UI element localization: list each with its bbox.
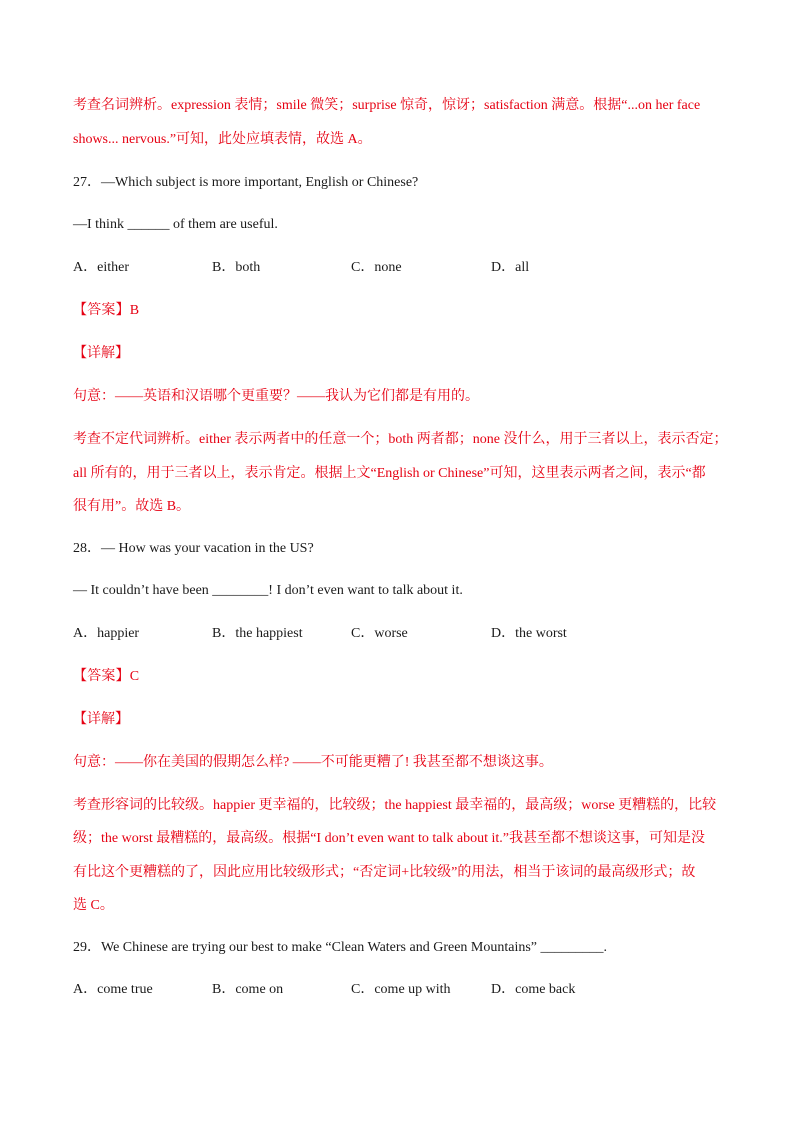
q28-explain-line-3: 有比这个更糟糕的了，因此应用比较级形式；“否定词+比较级”的用法，相当于该词的最高级形式；故 [73, 865, 696, 880]
q29-question: 29．We Chinese are trying our best to make “Clean Waters and Green Mountains” _________. [73, 940, 608, 955]
q27-explain-line-1: 考查不定代词辨析。either 表示两者中的任意一个；both 两者都；none 没什么，用于三者以上，表示否定； [73, 432, 728, 447]
q28-options [73, 624, 733, 644]
q28-option-c: C．worse [351, 626, 408, 641]
q28-option-b: B．the happiest [212, 626, 303, 641]
q27-option-c: C．none [351, 260, 402, 275]
q28-reply: — It couldn’t have been ________! I don’t even want to talk about it. [73, 583, 463, 598]
q27-meaning: 句意：——英语和汉语哪个更重要？——我认为它们都是有用的。 [73, 389, 479, 404]
q28-question: 28．— How was your vacation in the US? [73, 541, 314, 556]
q26-explain-line-2: shows... nervous.”可知，此处应填表情，故选 A。 [73, 132, 372, 147]
q27-explain-line-2: all 所有的，用于三者以上，表示肯定。根据上文“English or Chinese”可知，这里表示两者之间，表示“都 [73, 466, 706, 481]
q29-options [73, 980, 733, 1000]
q27-question: 27．—Which subject is more important, English or Chinese? [73, 175, 419, 190]
q29-option-b: B．come on [212, 982, 284, 997]
q29-option-d: D．come back [491, 982, 576, 997]
q27-option-d: D．all [491, 260, 530, 275]
q26-explain-line-1: 考查名词辨析。expression 表情；smile 微笑；surprise 惊奇，惊讶；satisfaction 满意。根据“...on her face [73, 98, 701, 113]
q28-explain-line-1: 考查形容词的比较级。happier 更幸福的，比较级；the happiest 最幸福的，最高级；worse 更糟糕的，比较 [73, 798, 717, 813]
q28-option-a: A．happier [73, 626, 140, 641]
q28-explain-line-2: 级；the worst 最糟糕的，最高级。根据“I don’t even want to talk about it.”我甚至都不想谈这事，可知是没 [73, 831, 706, 846]
q29-option-c: C．come up with [351, 982, 451, 997]
q28-answer: 【答案】C [73, 669, 140, 684]
q27-option-a: A．either [73, 260, 129, 275]
q27-option-b: B．both [212, 260, 261, 275]
q27-detail-label: 【详解】 [73, 346, 129, 361]
q28-detail-label: 【详解】 [73, 712, 129, 727]
q27-options [73, 258, 733, 278]
q27-answer: 【答案】B [73, 303, 140, 318]
q28-option-d: D．the worst [491, 626, 567, 641]
q27-reply: —I think ______ of them are useful. [73, 217, 278, 232]
q29-option-a: A．come true [73, 982, 153, 997]
q28-explain-line-4: 选 C。 [73, 898, 114, 913]
q27-explain-line-3: 很有用”。故选 B。 [73, 499, 191, 514]
q28-meaning: 句意：——你在美国的假期怎么样? ——不可能更糟了! 我甚至都不想谈这事。 [73, 755, 553, 770]
